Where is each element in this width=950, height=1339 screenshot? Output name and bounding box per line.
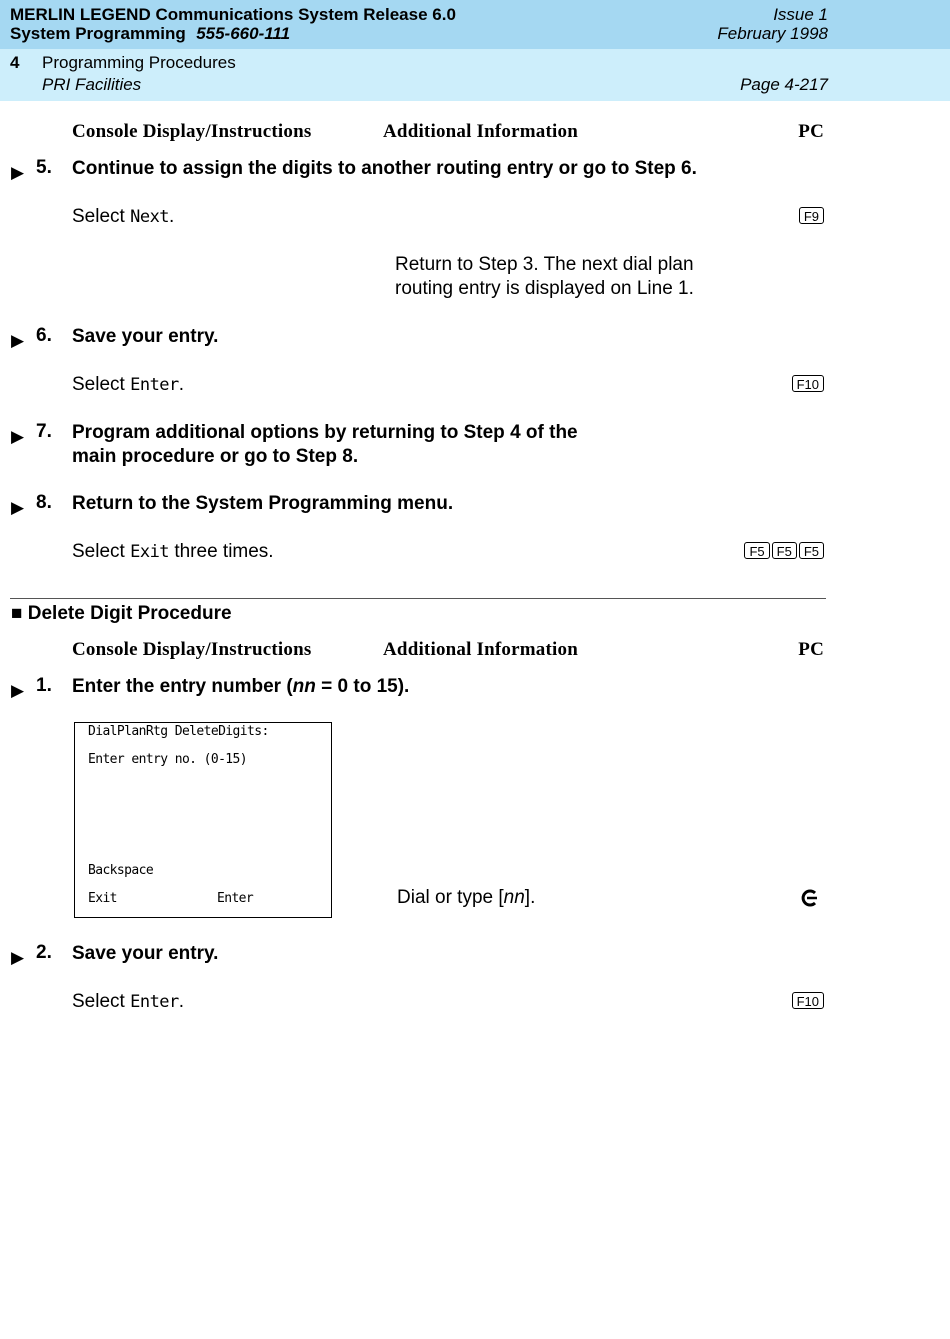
square-bullet-icon: ■ (11, 603, 23, 624)
command-name: Enter (130, 375, 179, 395)
column-heading-console: Console Display/Instructions (72, 121, 312, 142)
step-number: 5. (36, 157, 52, 178)
document-title: MERLIN LEGEND Communications System Release 6.0 (10, 5, 456, 24)
column-heading-info: Additional Information (383, 639, 578, 660)
column-heading-pc: PC (798, 121, 824, 142)
select-prefix: Select (72, 541, 131, 562)
step-number: 8. (36, 492, 52, 513)
function-key-f5: F5 (799, 542, 824, 559)
command-name: Next (130, 207, 170, 227)
chapter-number: 4 (10, 53, 20, 72)
step-number: 2. (36, 942, 52, 963)
select-suffix: . (178, 991, 185, 1012)
screen-exit-option: Exit (88, 891, 117, 906)
section-divider (10, 598, 826, 599)
document-subtitle (10, 24, 290, 44)
command-name: Exit (130, 542, 170, 562)
step-instruction: Save your entry. (72, 943, 219, 964)
section-name: PRI Facilities (42, 75, 142, 94)
info-line: Return to Step 3. The next dial plan (395, 254, 694, 275)
variable-nn: nn (503, 887, 525, 908)
column-heading-console: Console Display/Instructions (72, 639, 312, 660)
function-keys (744, 542, 824, 559)
info-line: routing entry is displayed on Line 1. (395, 278, 694, 299)
function-keys (792, 375, 824, 392)
document-number: 555-660-111 (196, 24, 291, 43)
step-instruction: Program additional options by returning to Step 4 of the (72, 422, 578, 443)
step-number: 1. (36, 675, 52, 696)
step-number: 6. (36, 325, 52, 346)
screen-prompt: Enter entry no. (0-15) (88, 752, 247, 767)
step-arrow-icon: ▶ (11, 681, 25, 700)
function-keys (799, 207, 824, 224)
select-instruction (72, 540, 274, 564)
function-keys (792, 992, 824, 1009)
info-line (397, 886, 535, 910)
select-suffix: three times. (169, 541, 274, 562)
date-label: February 1998 (717, 24, 828, 43)
section-title: Delete Digit Procedure (27, 603, 232, 624)
step-instruction: Save your entry. (72, 326, 219, 347)
function-key-f10: F10 (792, 992, 824, 1009)
select-suffix: . (169, 206, 175, 227)
select-prefix: Select (72, 374, 131, 395)
screen-enter-option: Enter (217, 891, 254, 906)
select-suffix: . (178, 374, 185, 395)
select-prefix: Select (72, 206, 131, 227)
subtitle-label: System Programming (10, 24, 186, 43)
screen-backspace-option: Backspace (88, 863, 154, 878)
step-arrow-icon: ▶ (11, 331, 25, 350)
instruction-suffix: = 0 to 15). (315, 676, 410, 697)
step-instruction: Return to the System Programming menu. (72, 493, 454, 514)
issue-label: Issue 1 (773, 5, 828, 24)
function-key-f10: F10 (792, 375, 824, 392)
step-arrow-icon: ▶ (11, 948, 25, 967)
screen-title: DialPlanRtg DeleteDigits: (88, 724, 269, 739)
variable-nn: nn (292, 676, 316, 697)
step-arrow-icon: ▶ (11, 498, 25, 517)
chapter-title: Programming Procedures (42, 53, 236, 72)
step-arrow-icon: ▶ (11, 163, 25, 182)
step-arrow-icon: ▶ (11, 427, 25, 446)
info-prefix: Dial or type [ (397, 887, 504, 908)
select-instruction (72, 990, 184, 1014)
console-screen (74, 722, 332, 918)
column-heading-pc: PC (798, 639, 824, 660)
select-prefix: Select (72, 991, 131, 1012)
select-instruction (72, 205, 174, 229)
column-heading-info: Additional Information (383, 121, 578, 142)
info-suffix: ]. (524, 887, 536, 908)
page-number: Page 4-217 (740, 75, 828, 94)
function-key-f9: F9 (799, 207, 824, 224)
select-instruction (72, 373, 184, 397)
section-heading (11, 603, 232, 625)
phone-dial-icon (798, 887, 820, 909)
step-instruction: main procedure or go to Step 8. (72, 446, 359, 467)
step-instruction: Continue to assign the digits to another routing entry or go to Step 6. (72, 158, 697, 179)
instruction-prefix: Enter the entry number ( (72, 676, 293, 697)
step-number: 7. (36, 421, 52, 442)
command-name: Enter (130, 992, 179, 1012)
function-key-f5: F5 (772, 542, 797, 559)
step-instruction (72, 675, 409, 699)
function-key-f5: F5 (744, 542, 769, 559)
